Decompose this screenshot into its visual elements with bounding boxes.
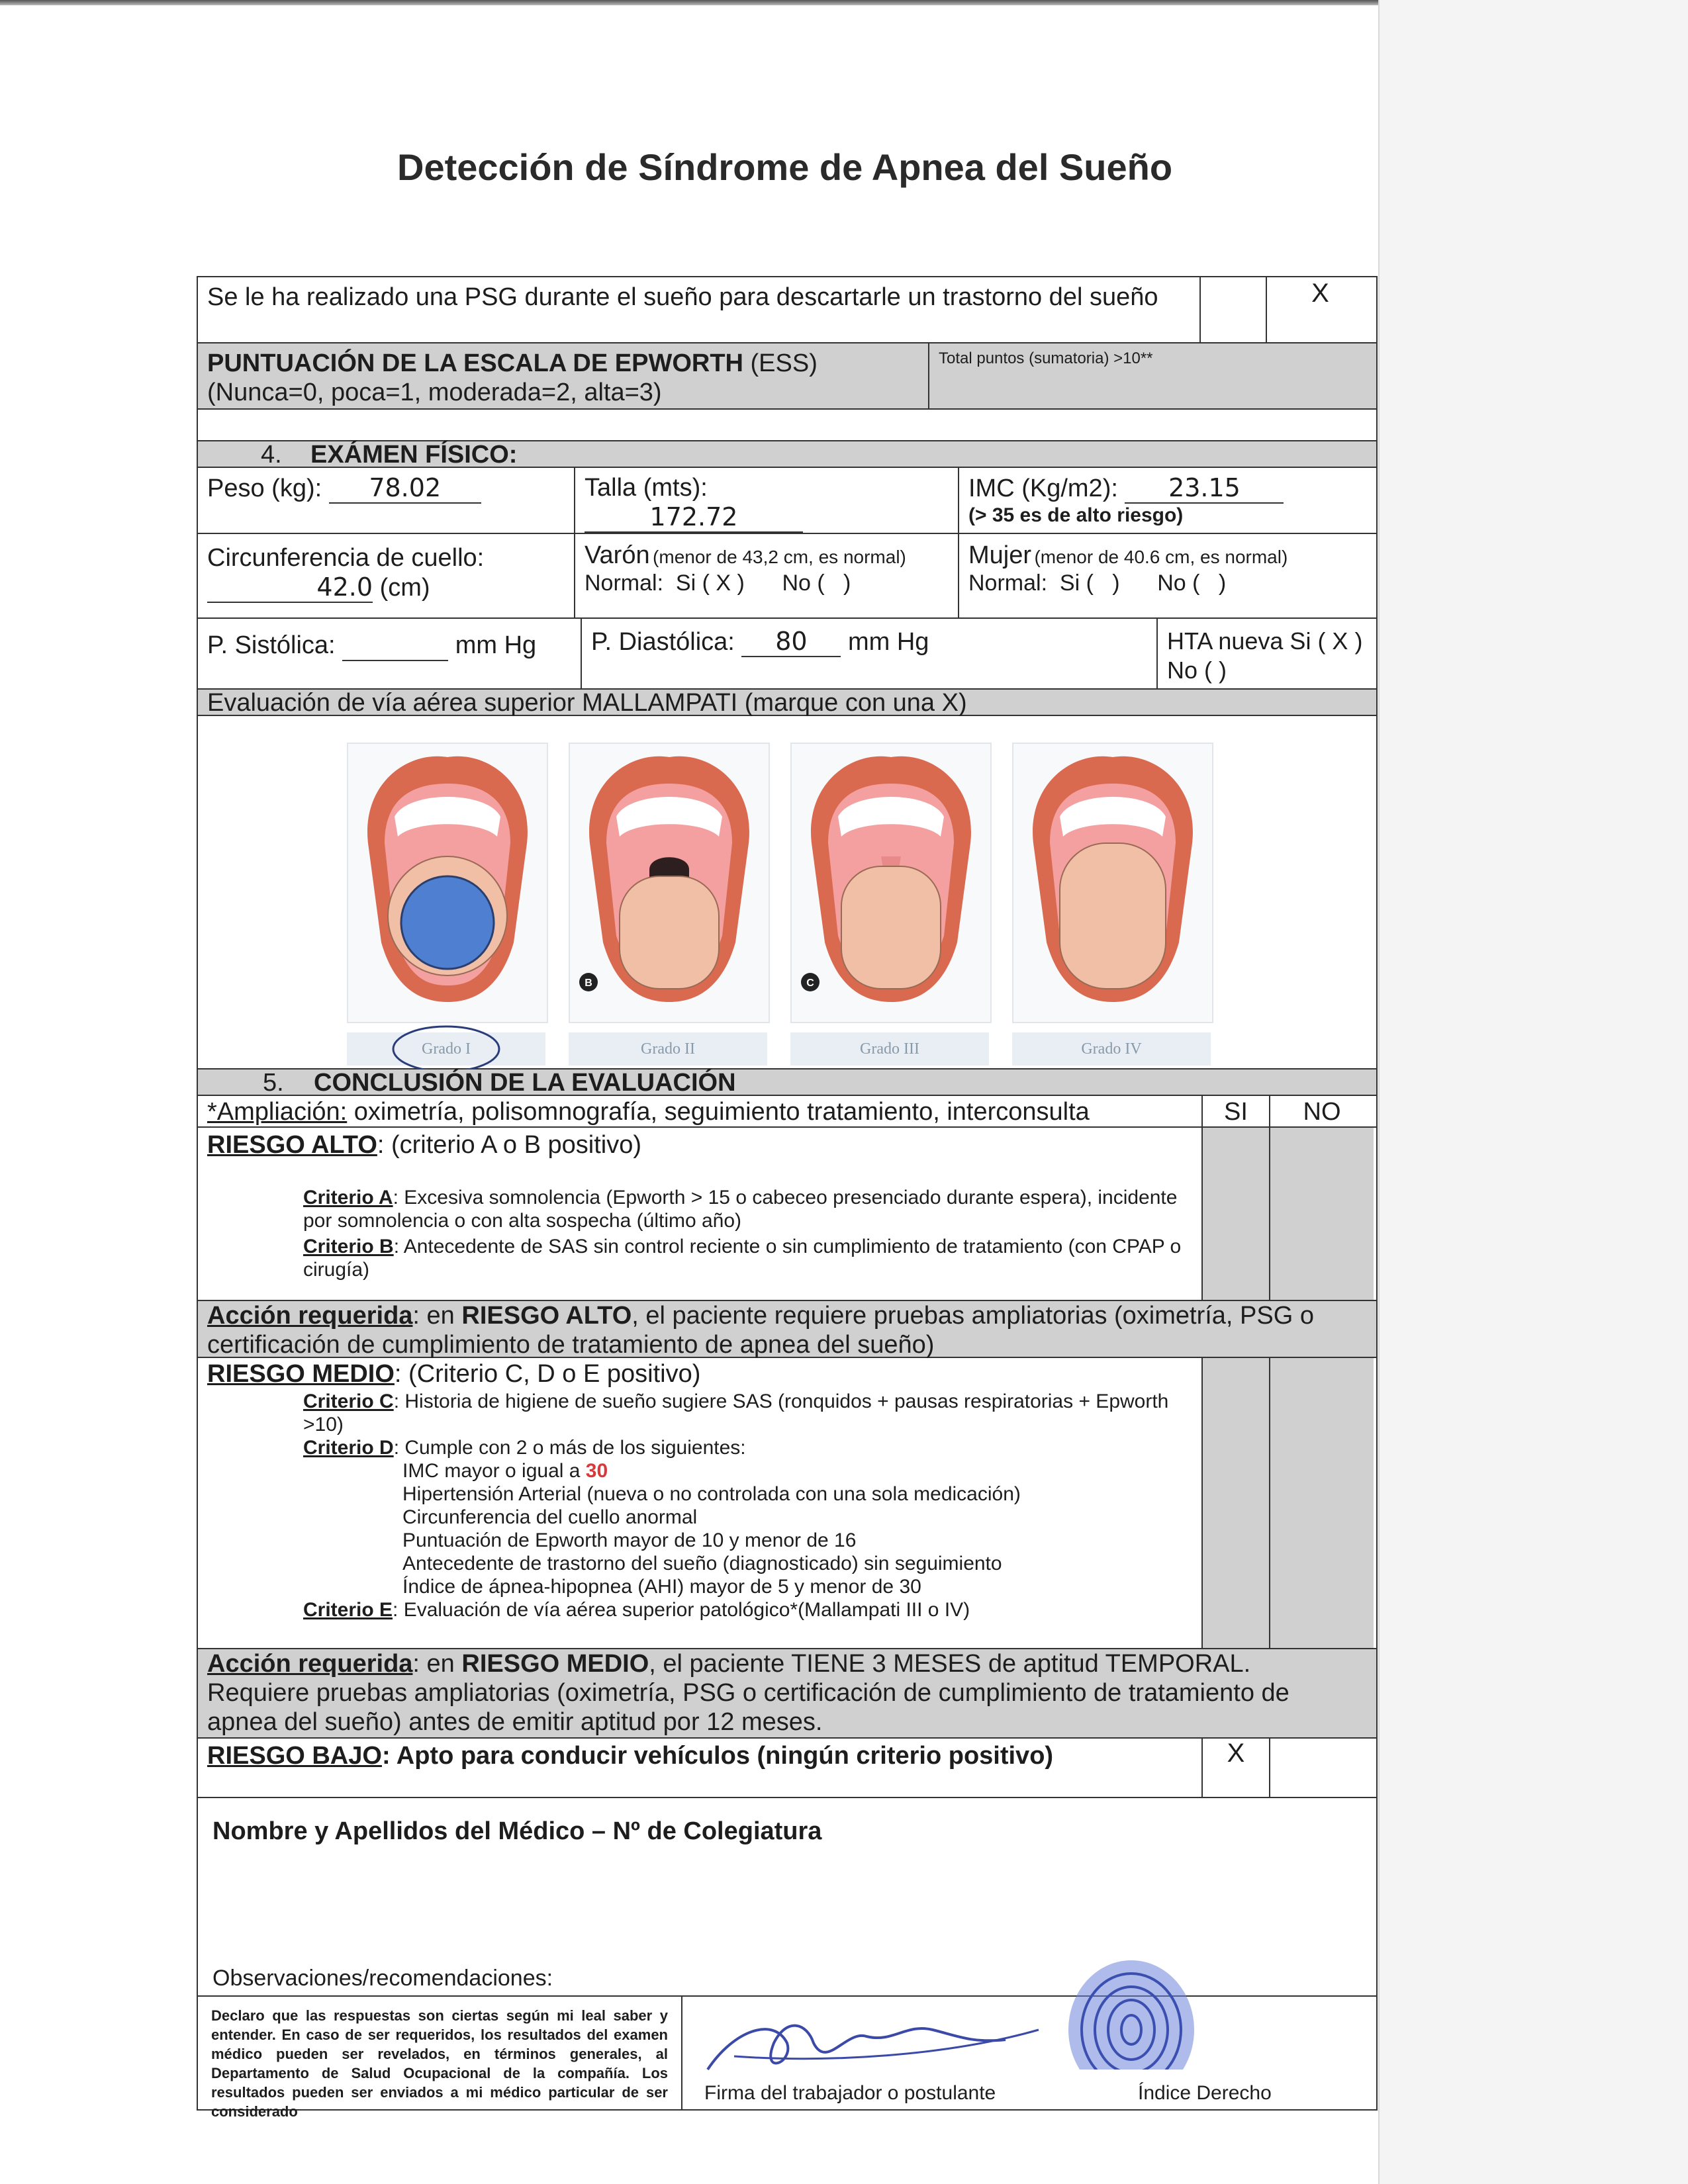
accion-alto-body: , el paciente requiere pruebas ampliatorias (oximetría, PSG o certificación de cumplimiento de tratamiento de apnea del sueño)	[207, 1302, 1314, 1359]
sistolica-label: P. Sistólica:	[207, 631, 336, 659]
talla-value[interactable]: 172.72	[585, 502, 803, 533]
pressure-row	[198, 619, 1376, 690]
measurements-row	[198, 468, 1376, 534]
accion-alto-bold: RIESGO ALTO	[461, 1302, 632, 1330]
epworth-label	[198, 343, 929, 408]
epworth-title: PUNTUACIÓN DE LA ESCALA DE EPWORTH	[207, 349, 743, 377]
riesgo-bajo-no-box[interactable]	[1270, 1739, 1374, 1797]
mouth-grade-2-illustration	[570, 744, 769, 1022]
criterio-a-text: : Excesiva somnolencia (Epworth > 15 o cabeceo presenciado durante espera), incidente por somnolencia o con alta sospecha (último año)	[303, 1187, 1178, 1232]
criterio-d-list	[402, 1459, 1192, 1598]
epworth-ess: (ESS)	[743, 349, 818, 377]
medico-label: Nombre y Apellidos del Médico – Nº de Colegiatura	[212, 1817, 822, 1845]
peso-label: Peso (kg):	[207, 475, 322, 502]
page-title: Detección de Síndrome de Apnea del Sueño	[397, 146, 1173, 188]
accion-alto-pre: : en	[412, 1302, 462, 1330]
psg-yes-box[interactable]	[1201, 277, 1267, 342]
riesgo-medio-no-box[interactable]	[1270, 1358, 1374, 1648]
grade-2-badge: B	[585, 978, 592, 989]
talla-cell	[575, 468, 959, 533]
accion-medio-bold: RIESGO MEDIO	[461, 1650, 649, 1678]
declaration-text: Declaro que las respuestas son ciertas según mi leal saber y entender. En caso de ser requeridos, los resultados del examen médico pueden ser revelados, en términos generales, al Departamento de Salud Ocupacional de la compañía. Los resultados pueden ser enviados a mi médico particular de ser considerado	[211, 2007, 668, 2120]
riesgo-medio-sub: : (Criterio C, D o E positivo)	[394, 1360, 701, 1388]
imc-label: IMC (Kg/m2):	[968, 475, 1118, 502]
riesgo-alto-no-box[interactable]	[1270, 1128, 1374, 1300]
exam-header-num: 4.	[261, 441, 282, 469]
mallampati-row	[198, 716, 1376, 1069]
mouth-grade-3-illustration	[792, 744, 990, 1022]
observaciones-label: Observaciones/recomendaciones:	[212, 1966, 553, 1991]
grado-1-label[interactable]	[347, 1032, 545, 1066]
riesgo-medio-row	[198, 1358, 1376, 1649]
riesgo-bajo-si-box[interactable]: X	[1203, 1739, 1270, 1797]
si-header: SI	[1203, 1096, 1270, 1126]
epworth-blank-row	[198, 410, 1376, 441]
imc-note: (> 35 es de alto riesgo)	[968, 504, 1184, 526]
criterio-b-text: : Antecedente de SAS sin control reciente o sin cumplimiento de tratamiento (con CPAP o cirugía)	[303, 1236, 1182, 1281]
epworth-row	[198, 343, 1376, 410]
criterio-c-label: Criterio C	[303, 1390, 394, 1412]
grade-3-badge: C	[806, 978, 814, 989]
criterio-d-item: Puntuación de Epworth mayor de 10 y menor de 16	[402, 1529, 857, 1551]
grado-1-text: Grado I	[422, 1040, 471, 1058]
criterio-d	[303, 1436, 1192, 1459]
firma-label: Firma del trabajador o postulante	[704, 2082, 996, 2104]
varon-cell	[575, 534, 959, 617]
signature-mark	[694, 2003, 1065, 2083]
riesgo-medio-cell	[198, 1358, 1203, 1648]
mallampati-title: Evaluación de vía aérea superior MALLAMPATI (marque con una X)	[207, 689, 967, 717]
accion-alto-row	[198, 1301, 1376, 1358]
accion-medio-row	[198, 1649, 1376, 1739]
criterio-a-label: Criterio A	[303, 1187, 393, 1208]
declaration-row	[198, 1997, 1376, 2120]
hta-cell[interactable]: HTA nueva Si ( X ) No ( )	[1167, 627, 1363, 684]
accion-alto-text	[207, 1301, 1372, 1359]
criterio-d-imc-text: IMC mayor o igual a	[402, 1460, 586, 1482]
no-header: NO	[1303, 1098, 1341, 1126]
riesgo-bajo-text: : Apto para conducir vehículos (ningún criterio positivo)	[381, 1742, 1054, 1770]
accion-medio-body: , el paciente TIENE 3 MESES de aptitud TEMPORAL. Requiere pruebas ampliatorias (oximetría, PSG o certificación de cumplimiento de tratamiento de apnea del sueño) antes de emitir aptitud por 12 meses.	[207, 1650, 1289, 1736]
criterio-c-text: : Historia de higiene de sueño sugiere SAS (ronquidos + pausas respiratorias + Epworth >10)	[303, 1390, 1169, 1435]
conclusion-header-num: 5.	[263, 1069, 284, 1097]
mujer-note: (menor de 40.6 cm, es normal)	[1034, 547, 1288, 567]
grado-4-label[interactable]: Grado IV	[1012, 1032, 1211, 1066]
criterio-d-item: Hipertensión Arterial (nueva o no controlada con una sola medicación)	[402, 1483, 1021, 1505]
riesgo-bajo-cell	[198, 1739, 1203, 1797]
criterio-d-text: : Cumple con 2 o más de los siguientes:	[393, 1437, 746, 1459]
accion-alto-label: Acción requerida	[207, 1302, 413, 1330]
imc-cell	[959, 468, 1374, 533]
ampliacion-label: *Ampliación:	[207, 1098, 348, 1126]
riesgo-medio-title: RIESGO MEDIO	[207, 1360, 395, 1388]
conclusion-header	[198, 1069, 1376, 1096]
varon-normal[interactable]: Normal: Si ( X ) No ( )	[585, 570, 851, 596]
criterio-c	[303, 1390, 1184, 1436]
mallampati-header	[198, 690, 1376, 716]
fingerprint-mark	[1058, 1957, 1204, 2070]
sleep-apnea-form	[197, 276, 1378, 2120]
riesgo-alto-cell	[198, 1128, 1203, 1300]
criterio-e-text: : Evaluación de vía aérea superior patológico*(Mallampati III o IV)	[393, 1599, 970, 1621]
accion-medio-label: Acción requerida	[207, 1650, 413, 1678]
indice-label: Índice Derecho	[1138, 2082, 1272, 2104]
psg-row	[198, 277, 1376, 343]
criterio-b-label: Criterio B	[303, 1236, 394, 1257]
riesgo-bajo-row	[198, 1739, 1376, 1798]
riesgo-alto-sub: : (criterio A o B positivo)	[377, 1131, 642, 1159]
criterio-a	[303, 1186, 1184, 1232]
diastolica-label: P. Diastólica:	[591, 628, 735, 656]
ampliacion-row	[198, 1096, 1376, 1128]
criterio-e-label: Criterio E	[303, 1599, 393, 1621]
grado-3-label[interactable]: Grado III	[790, 1032, 989, 1066]
mujer-label: Mujer	[968, 541, 1032, 569]
diastolica-cell	[582, 619, 1158, 688]
cuello-value[interactable]: 42.0	[207, 572, 373, 603]
conclusion-header-title: CONCLUSIÓN DE LA EVALUACIÓN	[314, 1069, 736, 1097]
criterio-d-imc-value: 30	[585, 1460, 608, 1482]
riesgo-alto-si-box[interactable]	[1203, 1128, 1270, 1300]
mallampati-grade-2-card[interactable]	[569, 743, 770, 1023]
criterio-d-label: Criterio D	[303, 1437, 394, 1459]
imc-value[interactable]: 23.15	[1125, 473, 1284, 504]
criterio-d-item: Antecedente de trastorno del sueño (diagnosticado) sin seguimiento	[402, 1553, 1002, 1574]
varon-label: Varón	[585, 541, 650, 569]
sistolica-value-line[interactable]	[342, 631, 448, 661]
sistolica-cell	[198, 619, 582, 688]
scan-margin	[1378, 0, 1688, 2184]
mouth-grade-4-illustration	[1013, 744, 1212, 1022]
exam-header	[198, 441, 1376, 468]
peso-value[interactable]: 78.02	[329, 473, 481, 504]
sistolica-unit: mm Hg	[455, 631, 537, 659]
declaration-divider	[681, 1997, 682, 2109]
psg-no-box[interactable]: X	[1311, 279, 1329, 308]
accion-medio-text	[207, 1649, 1359, 1737]
cuello-cell	[198, 534, 575, 617]
riesgo-alto-title: RIESGO ALTO	[207, 1131, 377, 1159]
varon-note: (menor de 43,2 cm, es normal)	[653, 547, 906, 567]
mallampati-grade-1-card[interactable]	[347, 743, 548, 1023]
psg-question: Se le ha realizado una PSG durante el sueño para descartarle un trastorno del sueño	[198, 277, 1201, 342]
diastolica-value[interactable]: 80	[741, 627, 841, 657]
ampliacion-text: oximetría, polisomnografía, seguimiento tratamiento, interconsulta	[347, 1098, 1090, 1126]
mallampati-grade-4-card[interactable]	[1012, 743, 1213, 1023]
neck-row	[198, 534, 1376, 619]
accion-medio-pre: : en	[412, 1650, 462, 1678]
peso-cell	[198, 468, 575, 533]
riesgo-bajo-title: RIESGO BAJO	[207, 1742, 382, 1770]
talla-label: Talla (mts):	[585, 474, 708, 502]
criterio-b	[303, 1235, 1184, 1281]
cuello-unit: (cm)	[379, 574, 430, 602]
ampliacion-cell	[198, 1096, 1203, 1126]
mouth-grade-1-illustration	[348, 744, 547, 1022]
grado-1-circle-mark	[390, 1023, 502, 1075]
riesgo-medio-si-box[interactable]	[1203, 1358, 1270, 1648]
mujer-cell	[959, 534, 1374, 617]
criterio-d-imc	[402, 1459, 1192, 1482]
mallampati-grade-3-card[interactable]	[790, 743, 992, 1023]
epworth-total-label: Total puntos (sumatoria) >10**	[939, 349, 1153, 367]
criterio-e	[303, 1598, 1192, 1621]
epworth-scale: (Nunca=0, poca=1, moderada=2, alta=3)	[207, 379, 662, 406]
criterio-d-item: Índice de ápnea-hipopnea (AHI) mayor de 5 y menor de 30	[402, 1576, 921, 1598]
grado-2-label[interactable]: Grado II	[569, 1032, 767, 1066]
criterio-d-item: Circunferencia del cuello anormal	[402, 1506, 698, 1528]
diastolica-unit: mm Hg	[847, 628, 929, 656]
exam-header-title: EXÁMEN FÍSICO:	[310, 441, 518, 469]
mujer-normal[interactable]: Normal: Si ( ) No ( )	[968, 570, 1227, 596]
cuello-label: Circunferencia de cuello:	[207, 544, 485, 572]
riesgo-alto-row	[198, 1128, 1376, 1301]
